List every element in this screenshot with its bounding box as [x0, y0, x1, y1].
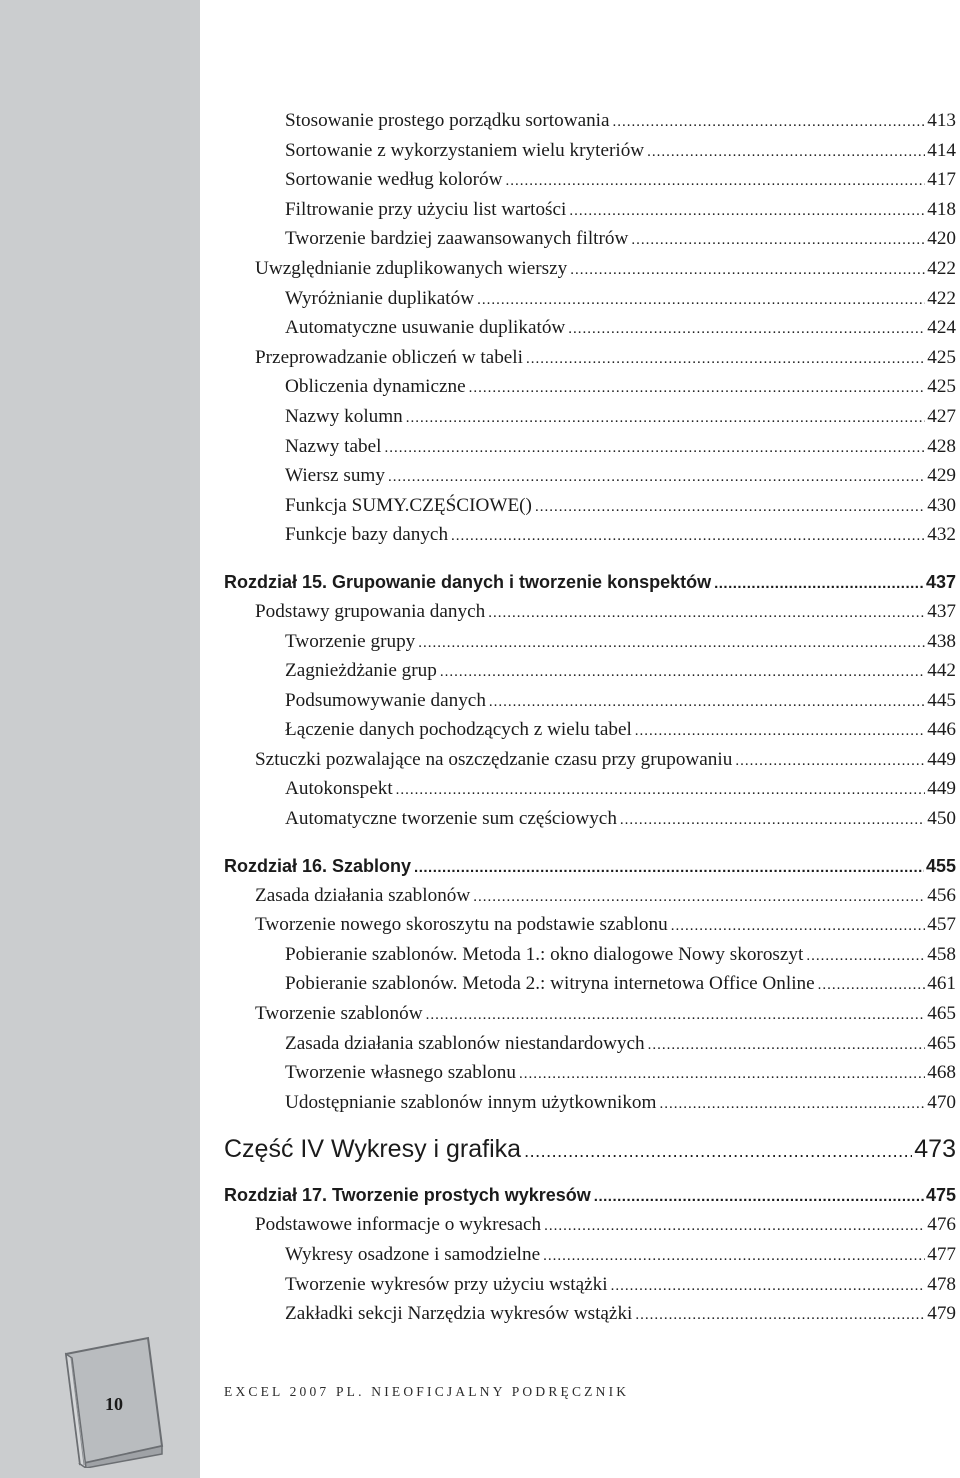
toc-entry-title: Uwzględnianie zduplikowanych wierszy [255, 257, 568, 279]
toc-entry-title: Zasada działania szablonów niestandardowych [285, 1032, 645, 1054]
toc-entry[interactable] [224, 1299, 956, 1329]
toc-part-page: 473 [914, 1135, 956, 1164]
toc-entry-page: 424 [927, 317, 956, 339]
toc-entry-title: Tworzenie wykresów przy użyciu wstążki [285, 1273, 608, 1295]
toc-entry-page: 425 [927, 376, 956, 398]
toc-part[interactable] [224, 1129, 956, 1169]
toc-entry-title: Pobieranie szablonów. Metoda 2.: witryna internetowa Office Online [285, 973, 815, 995]
table-of-contents [224, 106, 956, 1329]
toc-leader [543, 1249, 925, 1264]
toc-leader [524, 1142, 912, 1160]
toc-entry-title: Wykresy osadzone i samodzielne [285, 1244, 541, 1265]
toc-entry[interactable] [224, 491, 956, 521]
toc-entry[interactable] [224, 881, 956, 911]
toc-leader [384, 441, 925, 456]
toc-entry[interactable] [224, 999, 956, 1029]
toc-entry-page: 430 [927, 494, 956, 516]
toc-chapter-page: 437 [925, 571, 956, 592]
toc-leader [451, 529, 925, 544]
toc-leader [631, 233, 925, 248]
toc-leader [818, 978, 926, 993]
toc-leader [488, 606, 925, 621]
toc-leader [806, 949, 925, 964]
toc-entry[interactable] [224, 910, 956, 940]
toc-entry-page: 457 [927, 914, 956, 936]
toc-entry-title: Podstawy grupowania danych [255, 600, 486, 622]
toc-entry[interactable] [224, 402, 956, 432]
toc-entry-page: 470 [927, 1091, 956, 1113]
toc-leader [611, 1279, 926, 1294]
toc-entry-title: Tworzenie bardziej zaawansowanych filtrów [285, 228, 629, 250]
toc-entry[interactable] [224, 313, 956, 343]
toc-leader [535, 500, 925, 515]
toc-entry-page: 422 [927, 287, 956, 309]
toc-entry-page: 458 [927, 943, 956, 965]
toc-leader [526, 352, 925, 367]
toc-leader [519, 1067, 925, 1082]
page-number: 10 [105, 1393, 123, 1414]
toc-chapter[interactable] [224, 568, 956, 597]
toc-entry[interactable] [224, 745, 956, 775]
toc-entry-page: 428 [927, 435, 956, 457]
toc-entry[interactable] [224, 224, 956, 254]
toc-leader [620, 813, 925, 828]
toc-entry[interactable] [224, 254, 956, 284]
toc-entry-title: Funkcja SUMY.CZĘŚCIOWE() [285, 494, 532, 516]
toc-entry[interactable] [224, 461, 956, 491]
toc-leader [388, 470, 925, 485]
toc-chapter-title: Rozdział 16. Szablony [224, 855, 412, 876]
toc-entry-page: 427 [927, 405, 956, 427]
toc-entry[interactable] [224, 165, 956, 195]
toc-chapter-title: Rozdział 15. Grupowanie danych i tworzenie konspektów [224, 571, 712, 592]
toc-entry-page: 437 [927, 600, 956, 622]
toc-leader [714, 576, 924, 591]
toc-leader [647, 145, 925, 160]
toc-entry-page: 425 [927, 346, 956, 368]
toc-entry-title: Sortowanie według kolorów [285, 169, 503, 191]
toc-entry-page: 479 [927, 1303, 956, 1325]
toc-leader [735, 754, 925, 769]
toc-entry-title: Tworzenie szablonów [255, 1003, 423, 1025]
toc-leader [418, 636, 925, 651]
toc-leader [440, 665, 925, 680]
toc-entry[interactable] [224, 597, 956, 627]
toc-chapter[interactable] [224, 852, 956, 881]
toc-leader [671, 919, 926, 934]
toc-entry[interactable] [224, 106, 956, 136]
toc-entry-page: 468 [927, 1062, 956, 1084]
toc-entry-page: 422 [927, 257, 956, 279]
toc-entry-title: Automatyczne usuwanie duplikatów [285, 317, 566, 339]
toc-entry-title: Udostępnianie szablonów innym użytkownikom [285, 1091, 657, 1113]
toc-entry[interactable] [224, 1210, 956, 1240]
toc-entry-title: Wyróżnianie duplikatów [285, 287, 475, 309]
toc-entry-title: Tworzenie nowego skoroszytu na podstawie szablonu [255, 914, 668, 936]
page-number-badge [62, 1336, 166, 1468]
toc-entry[interactable] [224, 1088, 956, 1118]
toc-entry[interactable] [224, 940, 956, 970]
toc-entry-page: 476 [927, 1214, 956, 1236]
toc-entry-page: 465 [927, 1003, 956, 1025]
toc-entry[interactable] [224, 774, 956, 804]
toc-entry-title: Sztuczki pozwalające na oszczędzanie czasu przy grupowaniu [255, 748, 733, 770]
toc-entry-title: Podsumowywanie danych [285, 689, 486, 711]
toc-entry-title: Autokonspekt [285, 778, 393, 800]
toc-entry-page: 413 [927, 110, 956, 131]
toc-entry[interactable] [224, 284, 956, 314]
toc-leader [569, 204, 925, 219]
toc-leader [635, 1308, 925, 1323]
toc-leader [473, 890, 925, 905]
toc-entry-title: Zakładki sekcji Narzędzia wykresów wstążki [285, 1303, 633, 1325]
toc-entry-page: 420 [927, 228, 956, 250]
toc-chapter-page: 475 [925, 1185, 956, 1206]
toc-entry[interactable] [224, 136, 956, 166]
toc-entry-page: 438 [927, 630, 956, 652]
toc-entry-title: Wiersz sumy [285, 465, 385, 487]
toc-entry-title: Podstawowe informacje o wykresach [255, 1214, 542, 1236]
toc-leader [489, 695, 925, 710]
toc-entry[interactable] [224, 1029, 956, 1059]
toc-leader [570, 263, 925, 278]
toc-entry-page: 429 [927, 465, 956, 487]
toc-entry-page: 449 [927, 748, 956, 770]
toc-entry-title: Automatyczne tworzenie sum częściowych [285, 808, 617, 830]
toc-entry[interactable] [224, 1058, 956, 1088]
toc-entry-page: 432 [927, 524, 956, 546]
toc-entry-page: 450 [927, 808, 956, 830]
toc-leader [414, 860, 924, 875]
toc-leader [396, 783, 926, 798]
toc-entry-page: 461 [927, 973, 956, 995]
toc-leader [594, 1189, 924, 1204]
toc-leader [613, 115, 926, 130]
toc-entry-page: 465 [927, 1032, 956, 1054]
toc-entry-page: 445 [927, 689, 956, 711]
toc-entry-title: Tworzenie własnego szablonu [285, 1062, 516, 1084]
side-band [0, 0, 200, 1478]
toc-entry[interactable] [224, 1270, 956, 1300]
toc-entry[interactable] [224, 969, 956, 999]
toc-entry-page: 442 [927, 660, 956, 682]
toc-entry-title: Zasada działania szablonów [255, 884, 471, 906]
toc-part-title: Część IV Wykresy i grafika [224, 1135, 522, 1164]
toc-entry[interactable] [224, 372, 956, 402]
toc-entry-title: Obliczenia dynamiczne [285, 376, 466, 398]
toc-entry[interactable] [224, 195, 956, 225]
toc-entry-page: 478 [927, 1273, 956, 1295]
toc-entry-title: Funkcje bazy danych [285, 524, 449, 546]
toc-entry-title: Tworzenie grupy [285, 630, 416, 652]
toc-leader [469, 381, 926, 396]
toc-entry[interactable] [224, 1240, 956, 1270]
toc-leader [426, 1008, 926, 1023]
toc-entry-title: Łączenie danych pochodzących z wielu tabel [285, 719, 632, 741]
running-footer: EXCEL 2007 PL. NIEOFICJALNY PODRĘCZNIK [224, 1384, 630, 1399]
toc-entry[interactable] [224, 686, 956, 716]
toc-entry[interactable] [224, 715, 956, 745]
toc-entry[interactable] [224, 656, 956, 686]
toc-leader [544, 1219, 925, 1234]
toc-entry-title: Zagnieżdżanie grup [285, 660, 437, 682]
toc-entry[interactable] [224, 432, 956, 462]
toc-entry[interactable] [224, 627, 956, 657]
toc-leader [568, 322, 925, 337]
toc-entry[interactable] [224, 804, 956, 834]
toc-entry-title: Przeprowadzanie obliczeń w tabeli [255, 346, 523, 368]
toc-chapter-title: Rozdział 17. Tworzenie prostych wykresów [224, 1185, 591, 1206]
toc-entry-title: Nazwy kolumn [285, 405, 403, 427]
toc-entry-page: 477 [927, 1244, 956, 1265]
toc-entry-title: Stosowanie prostego porządku sortowania [285, 110, 610, 131]
toc-chapter[interactable] [224, 1181, 956, 1210]
toc-chapter-page: 455 [925, 855, 956, 876]
toc-entry-page: 418 [927, 198, 956, 220]
toc-entry-title: Pobieranie szablonów. Metoda 1.: okno dialogowe Nowy skoroszyt [285, 943, 804, 965]
toc-entry[interactable] [224, 520, 956, 550]
toc-leader [648, 1038, 926, 1053]
toc-entry-page: 417 [927, 169, 956, 191]
toc-entry-page: 446 [927, 719, 956, 741]
toc-leader [477, 293, 925, 308]
toc-leader [406, 411, 925, 426]
toc-entry-page: 414 [927, 139, 956, 161]
toc-entry-title: Nazwy tabel [285, 435, 382, 457]
toc-entry-title: Filtrowanie przy użyciu list wartości [285, 198, 567, 220]
toc-entry[interactable] [224, 343, 956, 373]
toc-entry-page: 449 [927, 778, 956, 800]
toc-leader [635, 724, 925, 739]
toc-entry-page: 456 [927, 884, 956, 906]
toc-leader [659, 1097, 925, 1112]
toc-entry-title: Sortowanie z wykorzystaniem wielu kryteriów [285, 139, 645, 161]
toc-leader [505, 174, 925, 189]
